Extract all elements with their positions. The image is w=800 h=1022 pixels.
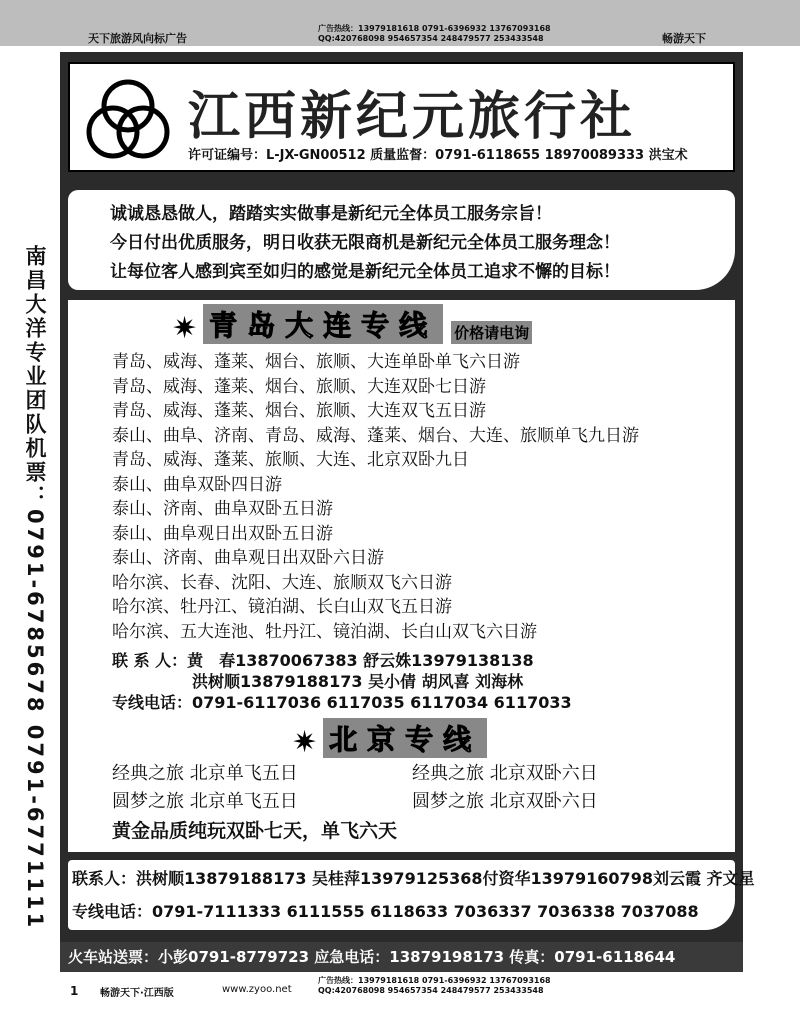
top-banner: [0, 0, 800, 46]
route-contacts: [112, 650, 572, 713]
website-url: www.zyoo.net: [222, 984, 292, 995]
top-right-text: 畅游天下: [662, 32, 706, 45]
contact-line: 专线电话：0791-6117036 6117035 6117034 6117033: [112, 693, 572, 712]
list-item: 泰山、曲阜观日出双卧五日游: [112, 523, 333, 544]
bottom-banner: [0, 976, 800, 1022]
gold-tour: 黄金品质纯玩双卧七天，单飞六天: [112, 820, 398, 842]
list-item: 哈尔滨、五大连池、牡丹江、镜泊湖、长白山双飞六日游: [112, 621, 537, 642]
footer-phone-line: 专线电话：0791-7111333 6111555 6118633 7036337 7036338 7037088: [72, 902, 699, 921]
starburst-icon: ✷: [172, 311, 198, 346]
slogan-box: [68, 190, 735, 290]
list-item: 泰山、济南、曲阜观日出双卧六日游: [112, 548, 384, 568]
top-left-text: 天下旅游风向标广告: [88, 32, 187, 45]
list-item: 圆梦之旅 北京单飞五日: [112, 791, 298, 812]
routes-panel: [68, 300, 735, 852]
train-ticket-bar: 火车站送票：小彭0791-8779723 应急电话：13879198173 传真：0791-6118644: [60, 942, 743, 972]
slogan-line: 诚诚恳恳做人，踏踏实实做事是新纪元全体员工服务宗旨！: [110, 204, 552, 224]
list-item: 青岛、威海、蓬莱、旅顺、大连、北京双卧九日: [112, 450, 469, 470]
page-number: 1: [70, 984, 79, 998]
agency-header: [68, 62, 735, 172]
list-item: 泰山、曲阜、济南、青岛、威海、蓬莱、烟台、大连、旅顺单飞九日游: [112, 425, 639, 446]
beijing-heading: [292, 718, 487, 758]
section-title: 青岛大连专线: [203, 304, 443, 344]
contact-line: 联 系 人：黄 春13870067383 舒云姝13979138138: [112, 651, 534, 670]
list-item: 青岛、威海、蓬莱、烟台、旅顺、大连双卧七日游: [112, 376, 486, 397]
contact-line: 洪树顺13879188173 吴小倩 胡风喜 刘海林: [112, 672, 524, 691]
list-item: 泰山、曲阜双卧四日游: [112, 474, 282, 495]
list-item: 泰山、济南、曲阜双卧五日游: [112, 499, 333, 519]
list-item: 哈尔滨、长春、沈阳、大连、旅顺双飞六日游: [112, 572, 452, 593]
starburst-icon: ✷: [292, 725, 318, 760]
three-rings-logo-icon: [80, 72, 176, 168]
footer-contact-line: 联系人：洪树顺13879188173 吴桂萍13979125368付资华13979160798刘云霞 齐文星: [72, 869, 755, 888]
slogan-line: 今日付出优质服务，明日收获无限商机是新纪元全体员工服务理念！: [110, 233, 620, 253]
slogan-line: 让每位客人感到宾至如归的感觉是新纪元全体员工追求不懈的目标！: [110, 262, 620, 282]
beijing-row: [112, 760, 712, 788]
list-item: 青岛、威海、蓬莱、烟台、旅顺、大连双飞五日游: [112, 401, 486, 421]
agency-name: 江西新纪元旅行社: [188, 87, 637, 147]
beijing-routes: [112, 760, 712, 846]
section-title: 北京专线: [323, 718, 487, 758]
list-item: 圆梦之旅 北京双卧六日: [412, 791, 598, 812]
publication-name: 畅游天下·江西版: [100, 988, 174, 999]
list-item: 青岛、威海、蓬莱、烟台、旅顺、大连单卧单飞六日游: [112, 352, 520, 372]
bottom-ad-hotline: 广告热线：13979181618 0791-6396932 13767093168 QQ:420768098 954657354 248479577 253433548: [318, 976, 551, 995]
section-subtitle: 价格请电询: [451, 321, 532, 344]
qingdao-dalian-heading: [172, 304, 532, 344]
list-item: 经典之旅 北京双卧六日: [412, 763, 598, 784]
list-item: 哈尔滨、牡丹江、镜泊湖、长白山双飞五日游: [112, 597, 452, 617]
list-item: 经典之旅 北京单飞五日: [112, 763, 298, 784]
top-ad-hotline: 广告热线：13979181618 0791-6396932 13767093168 QQ:420768098 954657354 248479577 253433548: [318, 24, 551, 43]
route-list: [112, 350, 639, 644]
license-info: 许可证编号：L-JX-GN00512 质量监督：0791-6118655 18970089333 洪宝术: [188, 148, 688, 163]
vertical-ticket-line: 南昌大洋专业团队机票：0791-6785678 0791-6771111: [23, 245, 47, 931]
beijing-row: [112, 788, 712, 816]
footer-contacts: [68, 860, 755, 930]
